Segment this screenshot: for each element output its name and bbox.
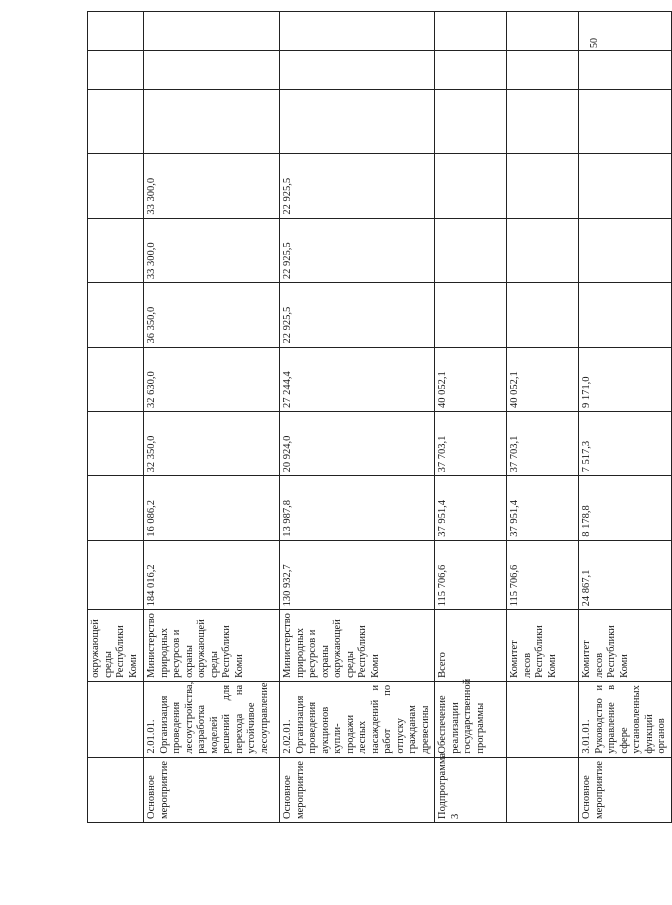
value-cell	[579, 154, 672, 218]
name-cell: Обеспечение реализации государственной программы	[435, 681, 507, 757]
cell	[280, 12, 435, 51]
cell	[144, 12, 280, 51]
value-cell: 22 925,5	[280, 154, 435, 218]
executor-cell: Комитет лесов Республики Коми	[579, 610, 672, 682]
executor-cell: Министерство природных ресурсов и охраны окружающей среды Республики Коми	[280, 610, 435, 682]
name-cell	[507, 681, 579, 757]
cell	[435, 50, 507, 89]
cell	[144, 50, 280, 89]
cell	[579, 12, 672, 51]
page-number: 50	[589, 38, 600, 48]
table-row	[88, 12, 144, 823]
cell	[280, 89, 435, 153]
value-cell: 37 703,1	[435, 411, 507, 475]
type-cell: Основное мероприятие	[579, 757, 672, 822]
cell	[88, 50, 144, 89]
table-row	[507, 12, 579, 823]
value-cell: 9 171,0	[579, 347, 672, 411]
value-cell	[435, 154, 507, 218]
cell	[435, 12, 507, 51]
value-cell: 115 706,6	[435, 540, 507, 610]
cell	[579, 50, 672, 89]
cell	[144, 89, 280, 153]
value-cell: 184 016,2	[144, 540, 280, 610]
value-cell	[435, 283, 507, 347]
value-cell: 115 706,6	[507, 540, 579, 610]
executor-cell: Всего	[435, 610, 507, 682]
value-cell	[579, 218, 672, 282]
type-cell	[507, 757, 579, 822]
cell	[88, 411, 144, 475]
cell	[507, 89, 579, 153]
value-cell: 32 350,0	[144, 411, 280, 475]
cell	[507, 50, 579, 89]
value-cell: 36 350,0	[144, 283, 280, 347]
rotated-page	[87, 11, 667, 823]
value-cell	[507, 283, 579, 347]
cell	[579, 89, 672, 153]
table-row	[435, 12, 507, 823]
value-cell: 24 867,1	[579, 540, 672, 610]
name-cell: 2.02.01. Организация проведения аукционов купли-продажи лесных насаждений и работ по отпуску гражданам древесины	[280, 681, 435, 757]
value-cell: 27 244,4	[280, 347, 435, 411]
cell	[88, 347, 144, 411]
cell	[88, 757, 144, 822]
cell	[88, 154, 144, 218]
value-cell	[507, 154, 579, 218]
executor-cell: Министерство природных ресурсов и охраны окружающей среды Республики Коми	[144, 610, 280, 682]
value-cell	[507, 218, 579, 282]
value-cell: 13 987,8	[280, 476, 435, 540]
cell	[88, 89, 144, 153]
value-cell: 7 517,3	[579, 411, 672, 475]
value-cell: 37 951,4	[507, 476, 579, 540]
cell	[88, 540, 144, 610]
value-cell: 33 300,0	[144, 154, 280, 218]
value-cell: 40 052,1	[435, 347, 507, 411]
table-row	[280, 12, 435, 823]
value-cell	[579, 283, 672, 347]
value-cell: 16 086,2	[144, 476, 280, 540]
type-cell: Подпрограмма 3	[435, 757, 507, 822]
type-cell: Основное мероприятие	[144, 757, 280, 822]
name-cell: 3.01.01. Руководство и управление в сфере установленных функций органов	[579, 681, 672, 757]
cell	[507, 12, 579, 51]
name-cell: 2.01.01. Организация проведения лесоустройства, разработка моделей решений для перехода на устойчивое лесоуправление	[144, 681, 280, 757]
cell	[88, 681, 144, 757]
executor-cell: окружающей среды Республики Коми	[88, 610, 144, 682]
table-row	[144, 12, 280, 823]
type-cell: Основное мероприятие	[280, 757, 435, 822]
value-cell: 37 951,4	[435, 476, 507, 540]
cell	[88, 283, 144, 347]
value-cell: 22 925,5	[280, 283, 435, 347]
value-cell: 40 052,1	[507, 347, 579, 411]
cell	[435, 89, 507, 153]
value-cell	[435, 218, 507, 282]
value-cell: 33 300,0	[144, 218, 280, 282]
cell	[88, 12, 144, 51]
value-cell: 22 925,5	[280, 218, 435, 282]
cell	[88, 476, 144, 540]
executor-cell: Комитет лесов Республики Коми	[507, 610, 579, 682]
value-cell: 37 703,1	[507, 411, 579, 475]
value-cell: 20 924,0	[280, 411, 435, 475]
value-cell: 8 178,8	[579, 476, 672, 540]
value-cell: 32 630,0	[144, 347, 280, 411]
table-row	[579, 12, 672, 823]
cell	[88, 218, 144, 282]
value-cell: 130 932,7	[280, 540, 435, 610]
budget-table	[87, 11, 672, 823]
cell	[280, 50, 435, 89]
